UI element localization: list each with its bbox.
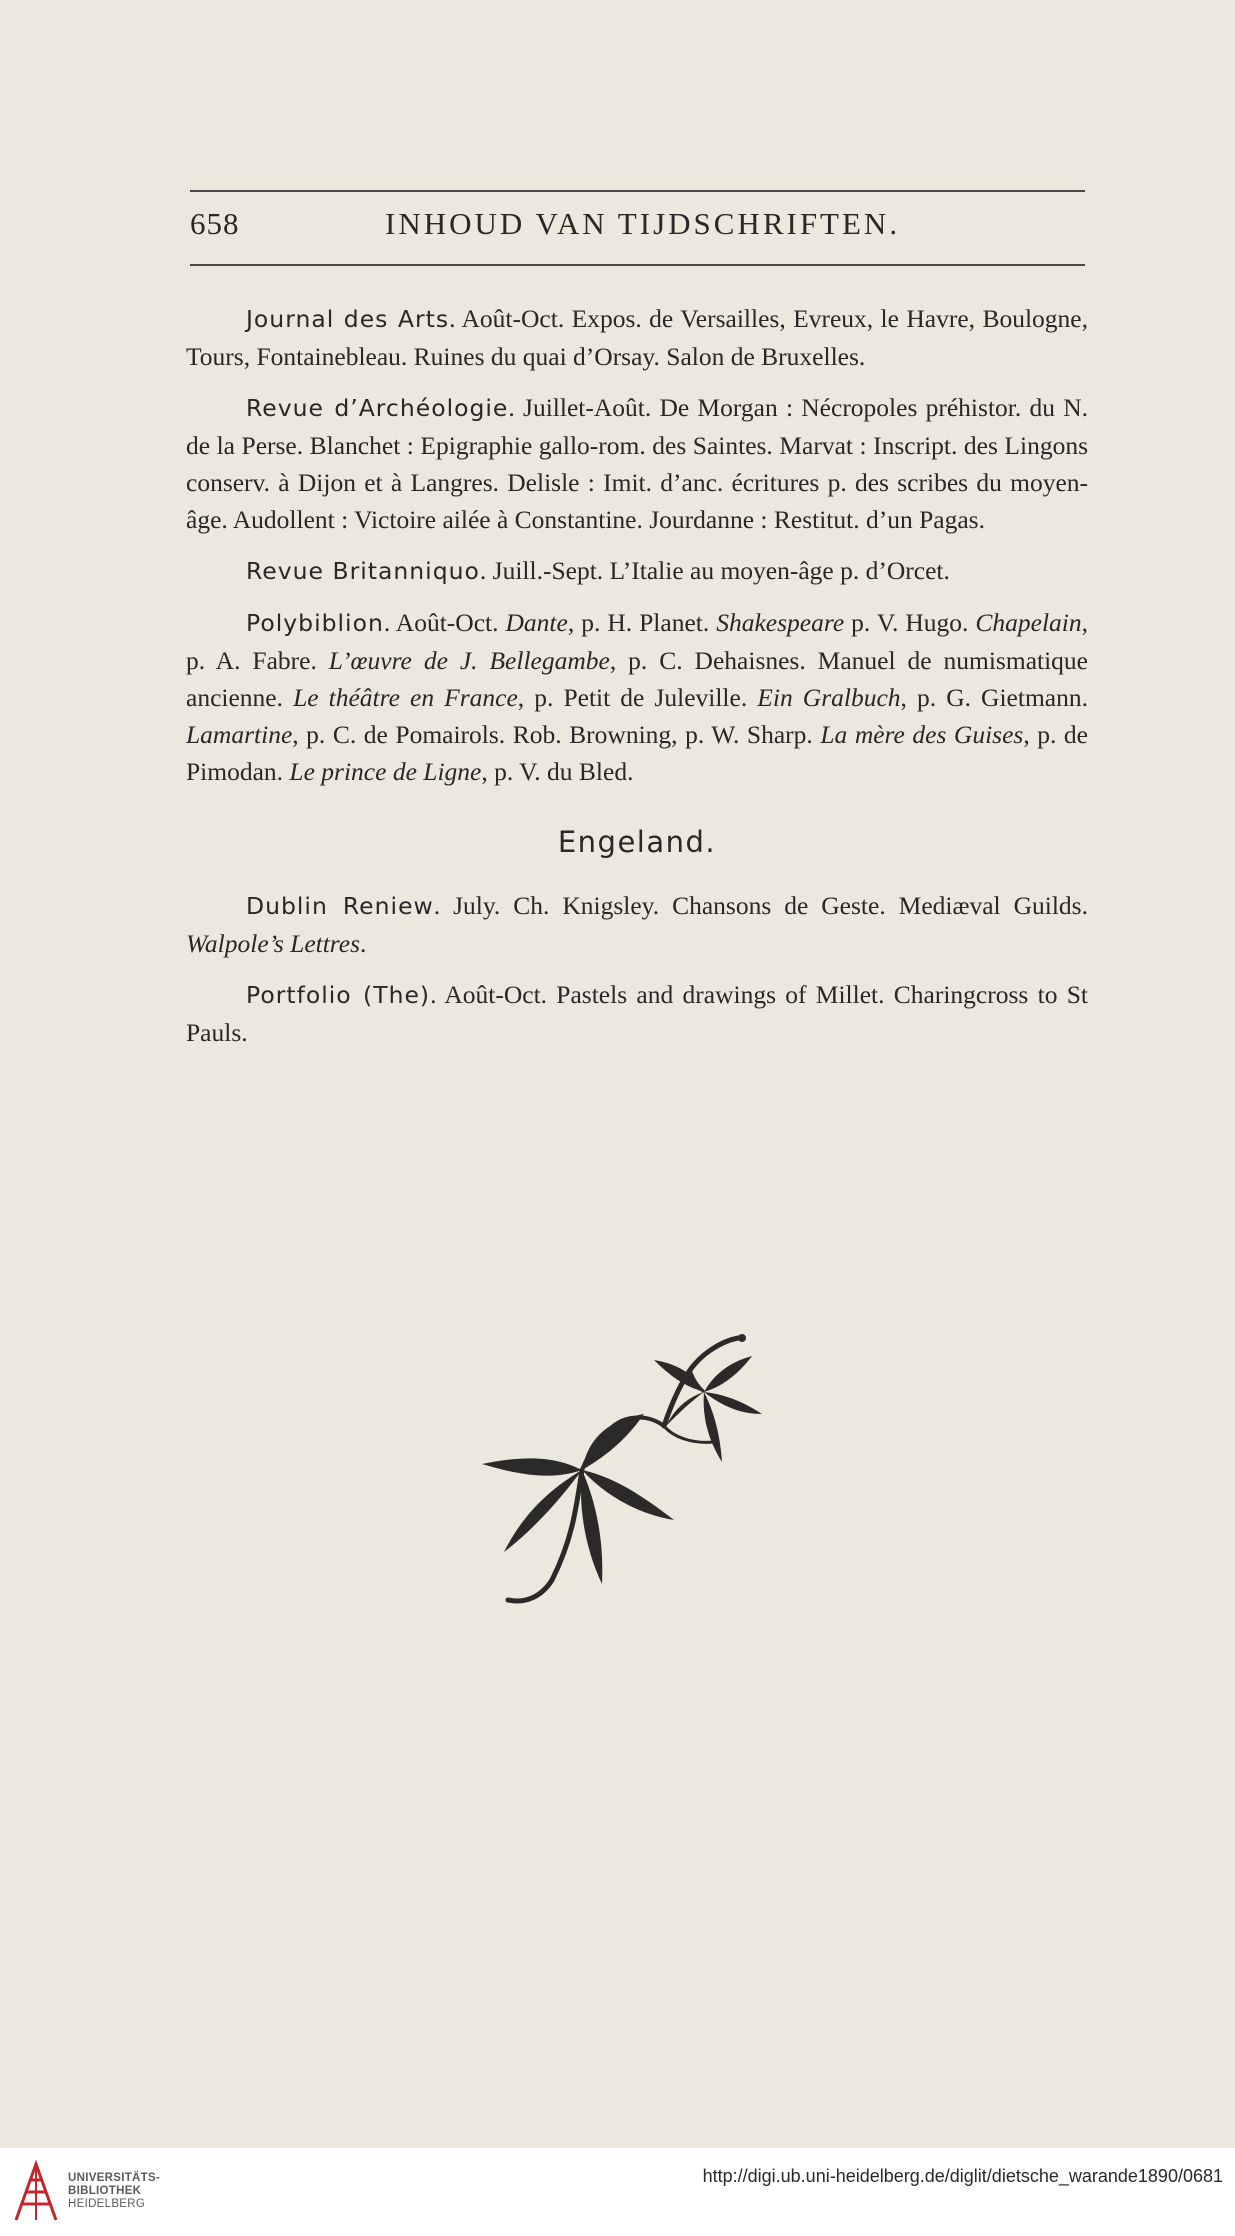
entry-text: . Août-Oct.	[383, 608, 506, 637]
entry-text: , p. C. de Pomairols. Rob. Browning, p. W. Sharp.	[292, 720, 821, 749]
journal-entry	[186, 976, 1088, 1051]
institution-name	[68, 2172, 160, 2211]
institution-line-2: BIBLIOTHEK	[68, 2185, 142, 2197]
institution-line-3: HEIDELBERG	[68, 2198, 146, 2210]
entry-text: . Août-Oct. Pastels and drawings of Millet. Charingcross to St Pauls.	[186, 980, 1088, 1047]
institution-line-1: UNIVERSITÄTS-	[68, 2172, 161, 2184]
entry-text: , p. A. Fabre.	[186, 608, 1088, 675]
journal-title: Polybiblion	[246, 609, 384, 637]
entries-list	[186, 300, 1088, 790]
entries-list-engeland	[186, 887, 1088, 1051]
header-rule-top	[190, 190, 1085, 192]
entry-text: , p. de Pimodan.	[186, 720, 1088, 786]
italic-title: Lamartine	[186, 720, 293, 749]
entry-text: . Juillet-Août. De Morgan : Nécropoles préhistor. du N. de la Perse. Blanchet : Epigraphie gallo-rom. des Saintes. Marvat : Inscript. des Lingons conserv. à Dijon et à Langres. Delisle : Imit. d’anc. écritures p. des scribes du moyen-âge. Audollent : Victoire ailée à Constantine. Jourdanne : Restitut. d’un Pagas.	[186, 393, 1089, 534]
page-number: 658	[190, 206, 240, 241]
source-url-link[interactable]: http://digi.ub.uni-heidelberg.de/diglit/dietsche_warande1890/0681	[702, 2166, 1223, 2186]
journal-entry	[186, 300, 1088, 375]
entry-text: , p. G. Gietmann.	[900, 683, 1088, 712]
italic-title: L’œuvre de J. Bellegambe	[328, 646, 610, 675]
body-text	[186, 300, 1088, 1065]
entry-text: , p. Petit de Juleville.	[517, 683, 758, 712]
entry-text: . July. Ch. Knigsley. Chansons de Geste. Mediæval Guilds.	[433, 891, 1088, 920]
journal-entry	[186, 887, 1088, 962]
entry-text: , p. V. du Bled.	[481, 757, 634, 786]
entry-text: , p. C. Dehaisnes. Manuel de numismatique ancienne.	[186, 646, 1088, 712]
section-title: Engeland.	[557, 825, 717, 859]
journal-title: Revue Britanniquo	[246, 557, 480, 585]
journal-title: Journal des Arts	[246, 305, 450, 333]
italic-title: Le prince de Ligne	[289, 757, 482, 786]
entry-text: p. V. Hugo.	[844, 608, 976, 637]
entry-text: . Août-Oct. Expos. de Versailles, Evreux, le Havre, Boulogne, Tours, Fontainebleau. Ruines du quai d’Orsay. Salon de Bruxelles.	[186, 304, 1089, 371]
journal-entry	[186, 604, 1088, 790]
library-logo-icon	[12, 2160, 60, 2224]
entry-text: . Juill.-Sept. L’Italie au moyen-âge p. d’Orcet.	[479, 556, 950, 585]
leaf-ornament	[478, 1330, 788, 1620]
journal-title: Revue d’Archéologie	[246, 394, 509, 422]
journal-title: Dublin Reniew	[246, 892, 434, 920]
italic-title: Le théâtre en France	[293, 683, 518, 712]
journal-title: Portfolio (The)	[246, 981, 431, 1009]
library-footer	[0, 2148, 1235, 2236]
running-title: INHOUD VAN TIJDSCHRIFTEN.	[385, 206, 901, 241]
journal-entry	[186, 389, 1088, 538]
italic-title: La mère des Guises	[820, 720, 1024, 749]
entry-text: , p. H. Planet.	[567, 608, 717, 637]
italic-title: Walpole’s Lettres	[186, 929, 361, 958]
italic-title: Dante	[505, 608, 568, 637]
running-head	[190, 206, 1085, 250]
entry-text: .	[360, 929, 367, 958]
italic-title: Shakespeare	[716, 608, 845, 637]
italic-title: Chapelain	[975, 608, 1082, 637]
italic-title: Ein Gralbuch	[757, 683, 901, 712]
header-rule-bottom	[190, 264, 1085, 266]
journal-entry	[186, 552, 1088, 590]
